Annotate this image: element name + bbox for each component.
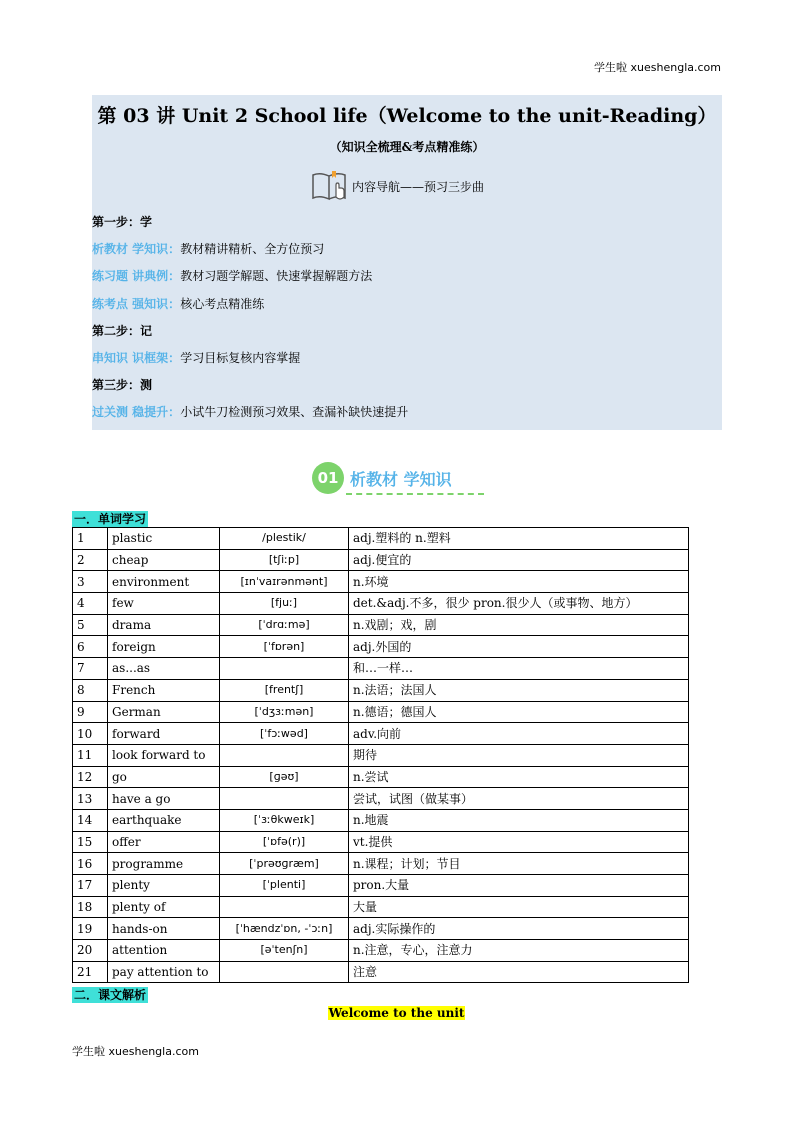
- page-title: 第 03 讲 Unit 2 School life（Welcome to the unit-Reading）: [97, 105, 717, 127]
- row-meaning: adj.实际操作的: [349, 918, 689, 940]
- row-number: 13: [73, 788, 108, 810]
- row-word: German: [108, 701, 220, 723]
- row-meaning: adv.向前: [349, 723, 689, 745]
- row-number: 16: [73, 853, 108, 875]
- table-row: [73, 896, 689, 918]
- row-number: 20: [73, 940, 108, 962]
- table-row: [73, 614, 689, 636]
- row-pronunciation: [220, 961, 349, 983]
- row-meaning: n.法语；法国人: [349, 679, 689, 701]
- row-pronunciation: [ˈdrɑːmə]: [220, 614, 349, 636]
- row-pronunciation: [ˈdʒɜːmən]: [220, 701, 349, 723]
- row-number: 21: [73, 961, 108, 983]
- row-word: look forward to: [108, 744, 220, 766]
- step-item: [92, 403, 408, 420]
- table-row: [73, 593, 689, 615]
- row-word: cheap: [108, 549, 220, 571]
- row-pronunciation: [əˈtenʃn]: [220, 940, 349, 962]
- row-word: attention: [108, 940, 220, 962]
- row-word: plastic: [108, 528, 220, 550]
- row-pronunciation: [ɡəʊ]: [220, 766, 349, 788]
- step-text: 教材习题学解题、快速掌握解题方法: [180, 269, 373, 283]
- row-number: 12: [73, 766, 108, 788]
- row-word: forward: [108, 723, 220, 745]
- row-meaning: n.地震: [349, 809, 689, 831]
- row-meaning: 注意: [349, 961, 689, 983]
- table-row: [73, 528, 689, 550]
- table-row: [73, 788, 689, 810]
- step-one-head: 第一步：学: [92, 215, 153, 229]
- nav-text: 内容导航——预习三步曲: [352, 179, 485, 194]
- row-meaning: 期待: [349, 744, 689, 766]
- table-row: [73, 809, 689, 831]
- row-pronunciation: [ˈprəʊɡræm]: [220, 853, 349, 875]
- row-pronunciation: [220, 658, 349, 680]
- row-number: 1: [73, 528, 108, 550]
- row-number: 17: [73, 875, 108, 897]
- row-word: environment: [108, 571, 220, 593]
- header-site: 学生啦 xueshengla.com: [594, 61, 721, 74]
- row-pronunciation: [220, 896, 349, 918]
- row-number: 5: [73, 614, 108, 636]
- step-tag: 过关测 稳提升：: [92, 405, 181, 419]
- row-meaning: 和…一样…: [349, 658, 689, 680]
- row-pronunciation: [220, 788, 349, 810]
- table-row: [73, 571, 689, 593]
- table-row: [73, 679, 689, 701]
- table-row: [73, 701, 689, 723]
- row-number: 18: [73, 896, 108, 918]
- book-pointer-icon: [310, 167, 350, 205]
- row-pronunciation: [ˈhændzˈɒn, -ˈɔːn]: [220, 918, 349, 940]
- row-meaning: n.课程；计划；节目: [349, 853, 689, 875]
- row-word: earthquake: [108, 809, 220, 831]
- row-pronunciation: [fjuː]: [220, 593, 349, 615]
- row-number: 19: [73, 918, 108, 940]
- table-row: [73, 940, 689, 962]
- unit-heading-text: Welcome to the unit: [328, 1006, 465, 1020]
- footer-site: 学生啦 xueshengla.com: [72, 1045, 199, 1058]
- row-pronunciation: [ˈfɔːwəd]: [220, 723, 349, 745]
- row-meaning: n.德语；德国人: [349, 701, 689, 723]
- row-meaning: n.尝试: [349, 766, 689, 788]
- row-number: 8: [73, 679, 108, 701]
- badge-underline: [346, 493, 484, 495]
- row-word: go: [108, 766, 220, 788]
- step-tag: 练习题 讲典例：: [92, 269, 181, 283]
- row-meaning: vt.提供: [349, 831, 689, 853]
- row-meaning: adj.塑料的 n.塑料: [349, 528, 689, 550]
- row-pronunciation: [ˈfɒrən]: [220, 636, 349, 658]
- step-text: 教材精讲精析、全方位预习: [180, 242, 325, 256]
- row-word: offer: [108, 831, 220, 853]
- step-item: [92, 349, 300, 366]
- badge-text: 析教材 学知识: [350, 469, 452, 489]
- row-pronunciation: /plestik/: [220, 528, 349, 550]
- row-word: hands-on: [108, 918, 220, 940]
- table-row: [73, 658, 689, 680]
- row-number: 2: [73, 549, 108, 571]
- unit-heading: [0, 1002, 793, 1021]
- row-number: 9: [73, 701, 108, 723]
- row-pronunciation: [220, 744, 349, 766]
- row-meaning: adj.外国的: [349, 636, 689, 658]
- row-number: 4: [73, 593, 108, 615]
- row-word: as...as: [108, 658, 220, 680]
- row-number: 6: [73, 636, 108, 658]
- row-meaning: det.&adj.不多，很少 pron.很少人（或事物、地方）: [349, 593, 689, 615]
- step-item: [92, 267, 372, 284]
- row-word: plenty of: [108, 896, 220, 918]
- row-meaning: 大量: [349, 896, 689, 918]
- table-row: [73, 549, 689, 571]
- row-number: 7: [73, 658, 108, 680]
- page-subtitle: （知识全梳理&考点精准练）: [329, 140, 485, 154]
- row-word: pay attention to: [108, 961, 220, 983]
- table-row: [73, 918, 689, 940]
- step-two-head: 第二步：记: [92, 324, 153, 338]
- intro-banner: [92, 95, 722, 430]
- row-meaning: n.戏剧；戏，剧: [349, 614, 689, 636]
- row-number: 14: [73, 809, 108, 831]
- row-pronunciation: [tʃiːp]: [220, 549, 349, 571]
- row-word: foreign: [108, 636, 220, 658]
- step-three-head: 第三步：测: [92, 378, 153, 392]
- row-meaning: pron.大量: [349, 875, 689, 897]
- row-number: 11: [73, 744, 108, 766]
- table-row: [73, 766, 689, 788]
- section-label-text: 二．课文解析: [74, 988, 147, 1002]
- table-row: [73, 744, 689, 766]
- row-pronunciation: [frentʃ]: [220, 679, 349, 701]
- section-badge: [312, 462, 452, 494]
- nav-row: [310, 167, 484, 205]
- vocab-table: [72, 527, 689, 983]
- row-meaning: n.环境: [349, 571, 689, 593]
- step-tag: 串知识 识框架：: [92, 351, 181, 365]
- row-pronunciation: [ɪnˈvaɪrənmənt]: [220, 571, 349, 593]
- row-number: 3: [73, 571, 108, 593]
- row-number: 15: [73, 831, 108, 853]
- row-number: 10: [73, 723, 108, 745]
- table-row: [73, 636, 689, 658]
- row-word: plenty: [108, 875, 220, 897]
- step-tag: 析教材 学知识：: [92, 242, 181, 256]
- step-item: [92, 295, 264, 312]
- row-meaning: 尝试，试图（做某事）: [349, 788, 689, 810]
- table-row: [73, 875, 689, 897]
- row-meaning: n.注意，专心，注意力: [349, 940, 689, 962]
- row-pronunciation: [ˈplenti]: [220, 875, 349, 897]
- table-row: [73, 961, 689, 983]
- table-row: [73, 853, 689, 875]
- row-word: few: [108, 593, 220, 615]
- step-text: 核心考点精准练: [180, 297, 265, 311]
- row-word: French: [108, 679, 220, 701]
- row-meaning: adj.便宜的: [349, 549, 689, 571]
- step-item: [92, 240, 324, 257]
- row-word: have a go: [108, 788, 220, 810]
- table-row: [73, 723, 689, 745]
- row-pronunciation: [ˈɜːθkweɪk]: [220, 809, 349, 831]
- row-word: drama: [108, 614, 220, 636]
- table-row: [73, 831, 689, 853]
- step-tag: 练考点 强知识：: [92, 297, 181, 311]
- row-word: programme: [108, 853, 220, 875]
- row-pronunciation: [ˈɒfə(r)]: [220, 831, 349, 853]
- step-text: 小试牛刀检测预习效果、查漏补缺快速提升: [180, 405, 409, 419]
- step-text: 学习目标复核内容掌握: [180, 351, 301, 365]
- badge-number: 01: [312, 462, 344, 494]
- section-label-vocab: 一．单词学习: [74, 512, 147, 526]
